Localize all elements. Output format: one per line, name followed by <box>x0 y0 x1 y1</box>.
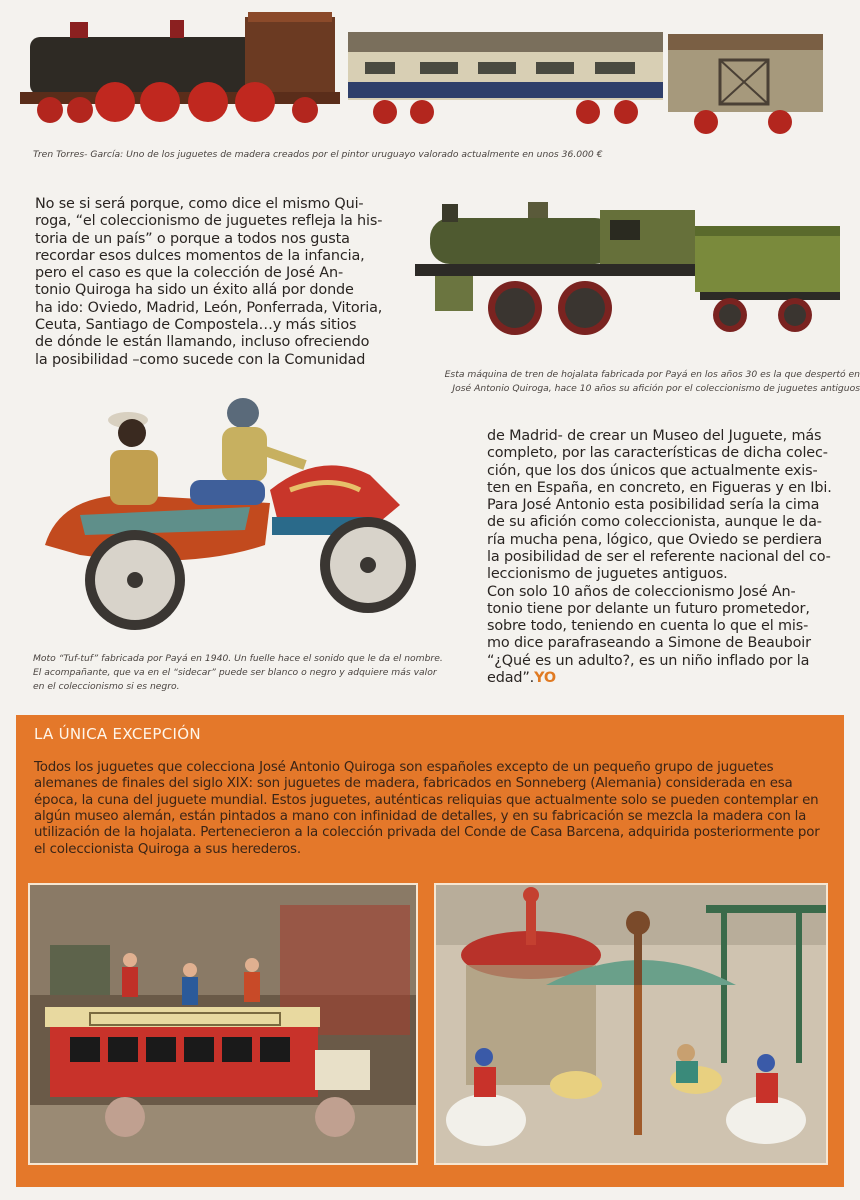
text-line: toria de un país” o porque a todos nos gusta <box>35 230 350 247</box>
caption-line: en el coleccionismo si es negro. <box>33 680 180 692</box>
locomotive-caption <box>430 368 860 396</box>
text-line: de su afición como coleccionista, aunque le da- <box>487 514 822 531</box>
article-paragraph-2 <box>487 428 832 687</box>
article-paragraph-1 <box>35 196 383 369</box>
text-line: roga, “el coleccionismo de juguetes refleja la his- <box>35 213 383 230</box>
text-line: ción, que los dos únicos que actualmente exis- <box>487 462 818 479</box>
sidebar-box <box>16 715 844 1187</box>
text-line: Con solo 10 años de coleccionismo José An- <box>487 583 796 600</box>
text-line: Para José Antonio esta posibilidad sería la cima <box>487 497 820 514</box>
motorbike-sidecar-photo <box>40 395 430 635</box>
caption-line: El acompañante, que va en el “sidecar” puede ser blanco o negro y adquiere más valor <box>33 666 437 678</box>
box-text-line: utilización de la hojalata. Pertenecieron a la colección privada del Conde de Casa Barcena, adquirida posteriormente por <box>34 825 820 841</box>
text-line: de dónde le están llamando, incluso ofreciendo <box>35 334 370 351</box>
train-caption: Tren Torres- García: Uno de los juguetes de madera creados por el pintor uruguayo valorado actualmente en unos 36.000 € <box>33 149 603 160</box>
box-text-line: algún museo alemán, están pintados a mano con infinidad de detalles, y en su fabricación se mezcla la madera con la <box>34 809 807 825</box>
tin-bus-photo <box>28 883 418 1165</box>
text-line: la posibilidad –como sucede con la Comunidad <box>35 351 366 368</box>
text-line: “¿Qué es un adulto?, es un niño inflado por la <box>487 652 810 669</box>
caption-line: José Antonio Quiroga, hace 10 años su afición por el coleccionismo de juguetes antiguos <box>452 382 860 394</box>
text-line: tonio Quiroga ha sido un éxito allá por donde <box>35 282 354 299</box>
text-line: ten en España, en concreto, en Figueras y en Ibi. <box>487 479 832 496</box>
text-line: completo, por las características de dicha colec- <box>487 445 828 462</box>
text-line: la posibilidad de ser el referente nacional del co- <box>487 548 831 565</box>
text-line-last <box>487 670 822 687</box>
text-line: Ceuta, Santiago de Compostela…y más sitios <box>35 316 357 333</box>
caption-line: Esta máquina de tren de hojalata fabricada por Payá en los años 30 es la que despertó en <box>444 369 860 380</box>
wooden-train-photo <box>20 12 825 140</box>
box-text <box>34 760 826 858</box>
box-text-line: época, la cuna del juguete mundial. Estos juguetes, auténticas reliquias que actualmente solo se pueden contemplar en <box>34 792 819 808</box>
text-line: ría mucha pena, lógico, que Oviedo se perdiera <box>487 531 823 548</box>
end-mark: YO <box>534 669 556 686</box>
box-text-line: alemanes de finales del siglo XIX: son juguetes de madera, fabricados en Sonneberg (Alemania) considerada en esa <box>34 776 793 792</box>
carousel-toys-photo <box>434 883 828 1165</box>
tin-locomotive-photo <box>410 200 845 350</box>
box-title: LA ÚNICA EXCEPCIÓN <box>34 725 201 743</box>
text-line: recordar esos dulces momentos de la infancia, <box>35 247 365 264</box>
box-text-line: el coleccionista Quiroga a sus herederos. <box>34 841 301 857</box>
text-line: pero el caso es que la colección de José An- <box>35 265 343 282</box>
text-line: sobre todo, teniendo en cuenta lo que el mis- <box>487 618 809 635</box>
text-line: No se si será porque, como dice el mismo Qui- <box>35 196 364 212</box>
moto-caption <box>33 652 453 693</box>
text-line: de Madrid- de crear un Museo del Juguete, más <box>487 428 822 444</box>
text-line: ha ido: Oviedo, Madrid, León, Ponferrada, Vitoria, <box>35 299 383 316</box>
caption-line: Moto “Tuf-tuf” fabricada por Payá en 1940. Un fuelle hace el sonido que le da el nombre. <box>33 653 443 664</box>
text-line: tonio tiene por delante un futuro prometedor, <box>487 600 810 617</box>
text-line: mo dice parafraseando a Simone de Beauboir <box>487 635 811 652</box>
text-line: leccionismo de juguetes antiguos. <box>487 566 728 583</box>
text-line-end: edad”. <box>487 669 535 686</box>
box-text-line: Todos los juguetes que colecciona José Antonio Quiroga son españoles excepto de un pequeño grupo de juguetes <box>34 760 774 775</box>
